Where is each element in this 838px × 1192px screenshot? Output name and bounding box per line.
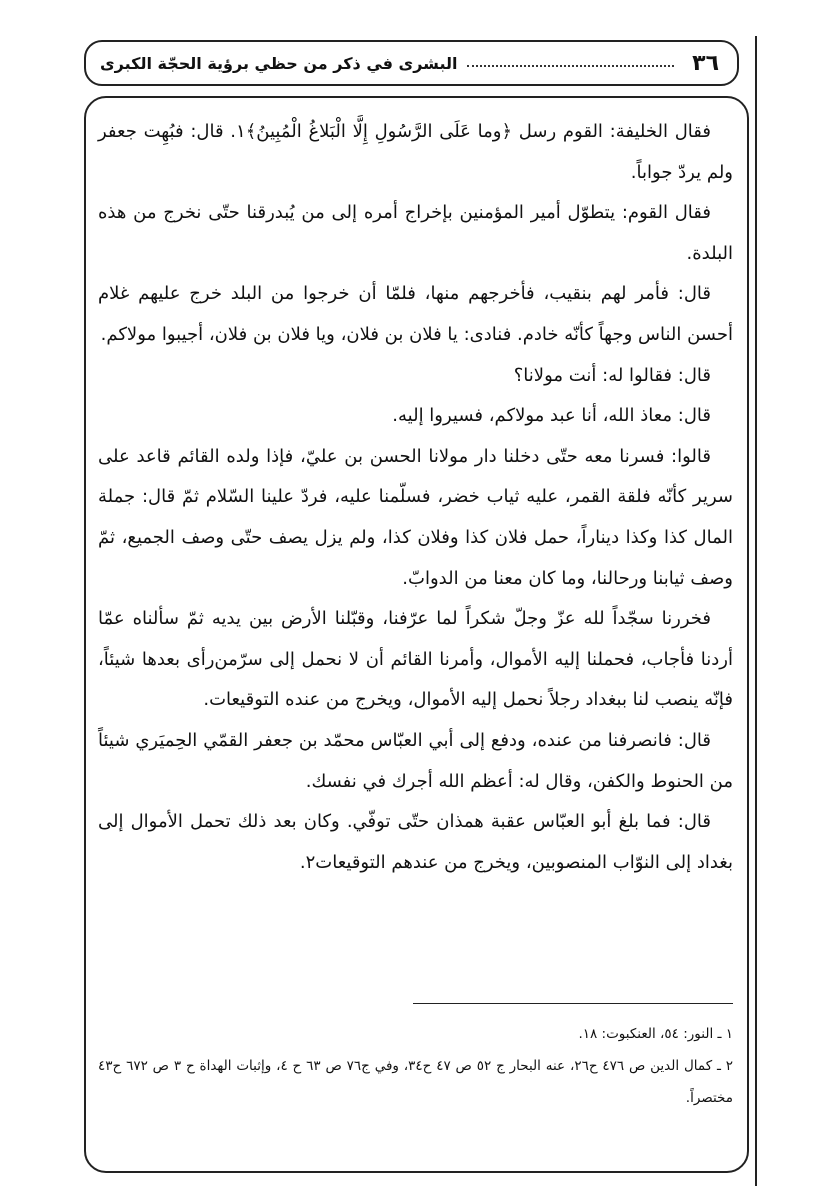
page-number: ٣٦ xyxy=(692,50,719,76)
main-text xyxy=(98,112,733,883)
running-title: البشرى في ذكر من حظي برؤية الحجّة الكبرى xyxy=(100,53,458,73)
paragraph: فقال القوم: يتطوّل أمير المؤمنين بإخراج أمره إلى من يُبدرقنا حتّى نخرج من هذه البلدة. xyxy=(98,202,733,264)
footnote: ٢ ـ كمال الدين ص ٤٧٦ ح٢٦، عنه البحار ج ٥٢ ص ٤٧ ح٣٤، وفي ج٧٦ ص ٦٣ ح ٤، وإثبات الهداة ح ٣ ص ٦٧٢ ح٤٣ مختصراً. xyxy=(98,1058,734,1106)
paragraph: قالوا: فسرنا معه حتّى دخلنا دار مولانا الحسن بن عليّ، فإذا ولده القائم قاعد على سرير كأنّه فلقة القمر، عليه ثياب خضر، فسلّمنا عليه، فردّ علينا السّلام ثمّ قال: جملة المال كذا وكذا ديناراً، حمل فلان كذا وفلان كذا، ولم يزل يصف حتّى وصف الجميع، ثمّ وصف ثيابنا ورحالنا، وما كان معنا من الدوابّ. xyxy=(98,445,733,589)
paragraph: قال: فما بلغ أبو العبّاس عقبة همذان حتّى توفّي. وكان بعد ذلك تحمل الأموال إلى بغداد إلى النوّاب المنصوبين، ويخرج من عندهم التوقيعات٢. xyxy=(98,811,733,873)
paragraph: قال: فقالوا له: أنت مولانا؟ xyxy=(513,364,711,386)
paragraph: فقال الخليفة: القوم رسل ﴿وما عَلَى الرَّسُولِ إِلَّا الْبَلاغُ الْمُبِينُ﴾١. قال: فبُهِت جعفر ولم يردّ جواباً. xyxy=(98,121,733,183)
paragraph: قال: فانصرفنا من عنده، ودفع إلى أبي العبّاس محمّد بن جعفر القمّي الحِميَري شيئاً من الحنوط والكفن، وقال له: أعظم الله أجرك في نفسك. xyxy=(98,729,733,792)
page-header xyxy=(84,40,739,86)
paragraph: قال: فأمر لهم بنقيب، فأخرجهم منها، فلمّا أن خرجوا من البلد خرج عليهم غلام أحسن الناس وجهاً كأنّه خادم. فنادى: يا فلان بن فلان، ويا فلان بن فلان، أجيبوا مولاكم. xyxy=(98,283,733,345)
footnote: ١ ـ النور: ٥٤، العنكبوت: ١٨. xyxy=(578,1026,733,1042)
paragraph: فخررنا سجّداً لله عزّ وجلّ شكراً لما عرّفنا، وقبّلنا الأرض بين يديه ثمّ سألناه عمّا أردنا فأجاب، فحملنا إليه الأموال، وأمرنا القائم أن لا نحمل إلى سرّمن‌رأى بعدها شيئاً، فإنّه ينصب لنا ببغداد رجلاً نحمل إليه الأموال، ويخرج من عنده التوقيعات. xyxy=(98,608,733,711)
footnotes xyxy=(98,1018,733,1114)
page-edge-rule xyxy=(755,36,757,1186)
footnote-separator xyxy=(413,1003,733,1004)
header-dotted-leader xyxy=(467,65,674,67)
paragraph: قال: معاذ الله، أنا عبد مولاكم، فسيروا إليه. xyxy=(392,405,711,427)
